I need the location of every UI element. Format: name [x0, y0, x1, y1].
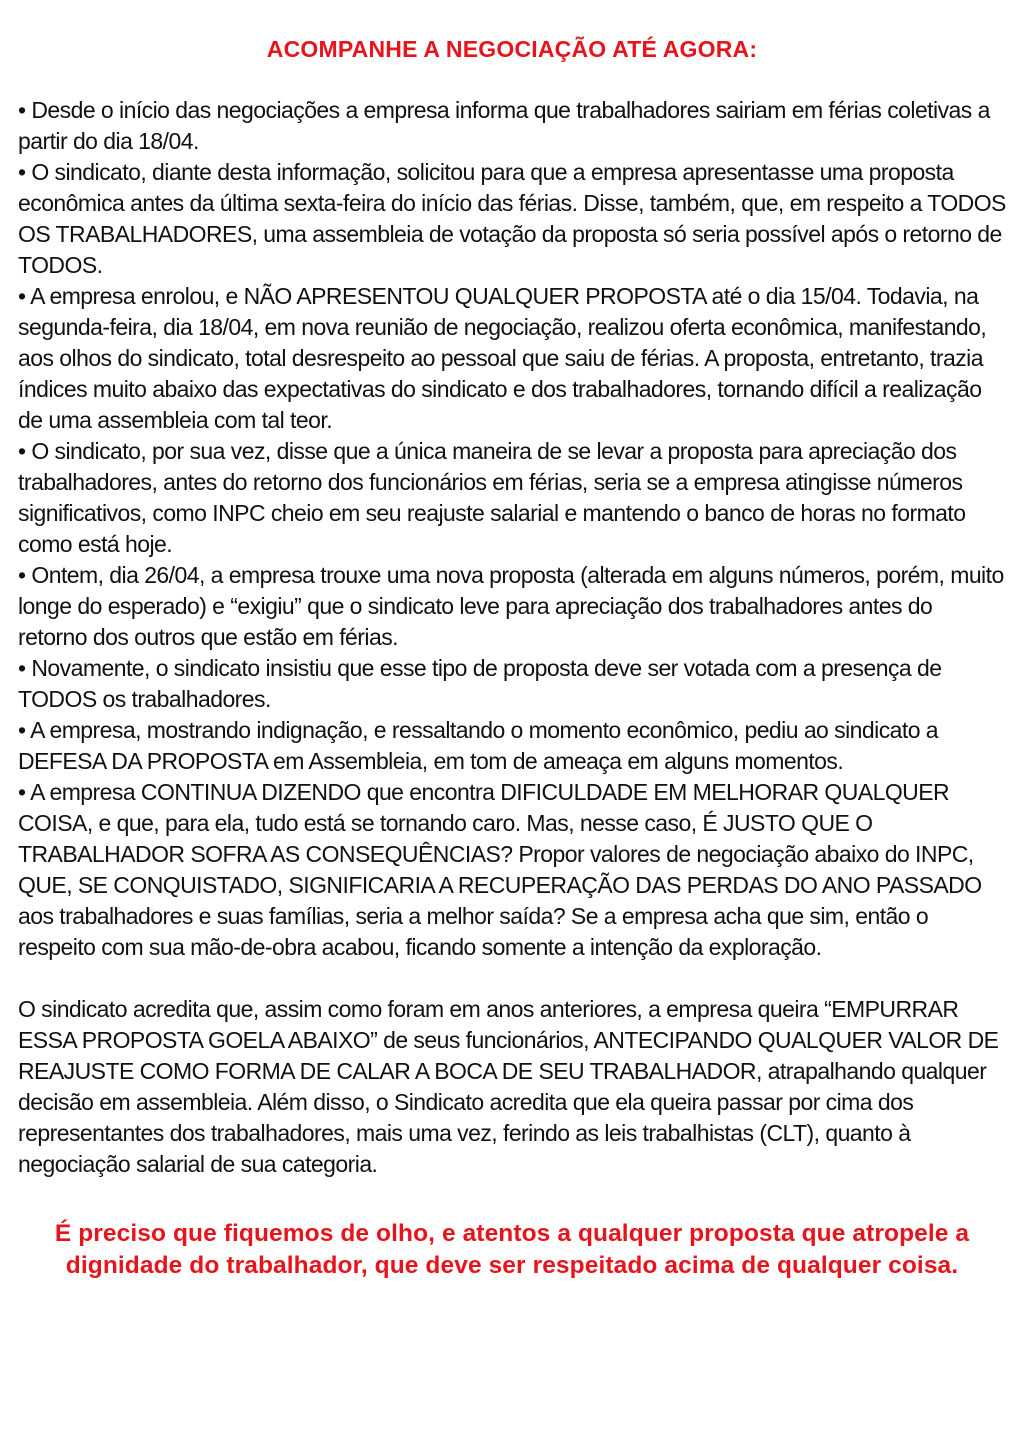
list-item — [18, 653, 1006, 715]
bullet-text: A empresa CONTINUA DIZENDO que encontra DIFICULDADE EM MELHORAR QUALQUER COISA, e que, para ela, tudo está se tornando caro. Mas, nesse caso, É JUSTO QUE O TRABALHADOR SOFRA AS CONSEQUÊNCIAS? Propor valores de negociação abaixo do INPC, QUE, SE CONQUISTADO, SIGNIFICARIA A RECUPERAÇÃO DAS PERDAS DO ANO PASSADO aos trabalhadores e suas famílias, seria a melhor saída? Se a empresa acha que sim, então o respeito com sua mão-de-obra acabou, ficando somente a intenção da exploração. — [18, 779, 982, 960]
closing-paragraph: O sindicato acredita que, assim como foram em anos anteriores, a empresa queira “EMPURRAR ESSA PROPOSTA GOELA ABAIXO” de seus funcionários, ANTECIPANDO QUALQUER VALOR DE REAJUSTE COMO FORMA DE CALAR A BOCA DE SEU TRABALHADOR, atrapalhando qualquer decisão em assembleia. Além disso, o Sindicato acredita que ela queira passar por cima dos representantes dos trabalhadores, mais uma vez, ferindo as leis trabalhistas (CLT), quanto à negociação salarial de sua categoria. — [18, 996, 999, 1177]
list-item — [18, 281, 1006, 436]
list-item — [18, 777, 1006, 963]
bullet-text: O sindicato, por sua vez, disse que a única maneira de se levar a proposta para apreciação dos trabalhadores, antes do retorno dos funcionários em férias, seria se a empresa atingisse números significativos, como INPC cheio em seu reajuste salarial e mantendo o banco de horas no formato como está hoje. — [18, 438, 966, 557]
bullet-symbol: • — [18, 438, 26, 464]
bullet-symbol: • — [18, 655, 26, 681]
bullet-symbol: • — [18, 562, 26, 588]
document-body — [18, 95, 1006, 1180]
list-item — [18, 95, 1006, 157]
bullet-symbol: • — [18, 159, 26, 185]
bullet-symbol: • — [18, 779, 26, 805]
callout-message: É preciso que fiquemos de olho, e atentos a qualquer proposta que atropele a dignidade do trabalhador, que deve ser respeitado acima de qualquer coisa. — [54, 1220, 970, 1279]
bullet-symbol: • — [18, 283, 26, 309]
bullet-text: Ontem, dia 26/04, a empresa trouxe uma nova proposta (alterada em alguns números, porém, muito longe do esperado) e “exigiu” que o sindicato leve para apreciação dos trabalhadores antes do retorno dos outros que estão em férias. — [18, 562, 1004, 650]
list-item — [18, 157, 1006, 281]
list-item — [18, 560, 1006, 653]
bullet-symbol: • — [18, 97, 26, 123]
bullet-symbol: • — [18, 717, 26, 743]
page-title: ACOMPANHE A NEGOCIAÇÃO ATÉ AGORA: — [266, 36, 758, 62]
bullet-text: A empresa, mostrando indignação, e ressaltando o momento econômico, pediu ao sindicato a DEFESA DA PROPOSTA em Assembleia, em tom de ameaça em alguns momentos. — [18, 717, 939, 774]
bullet-text: Desde o início das negociações a empresa informa que trabalhadores sairiam em férias coletivas a partir do dia 18/04. — [18, 97, 990, 154]
bullet-text: O sindicato, diante desta informação, solicitou para que a empresa apresentasse uma proposta econômica antes da última sexta-feira do início das férias. Disse, também, que, em respeito a TODOS OS TRABALHADORES, uma assembleia de votação da proposta só seria possível após o retorno de TODOS. — [18, 159, 1006, 278]
list-item — [18, 715, 1006, 777]
list-item — [18, 436, 1006, 560]
bullet-text: A empresa enrolou, e NÃO APRESENTOU QUALQUER PROPOSTA até o dia 15/04. Todavia, na segunda-feira, dia 18/04, em nova reunião de negociação, realizou oferta econômica, manifestando, aos olhos do sindicato, total desrespeito ao pessoal que saiu de férias. A proposta, entretanto, trazia índices muito abaixo das expectativas do sindicato e dos trabalhadores, tornando difícil a realização de uma assembleia com tal teor. — [18, 283, 987, 433]
bullet-text: Novamente, o sindicato insistiu que esse tipo de proposta deve ser votada com a presença de TODOS os trabalhadores. — [18, 655, 942, 712]
